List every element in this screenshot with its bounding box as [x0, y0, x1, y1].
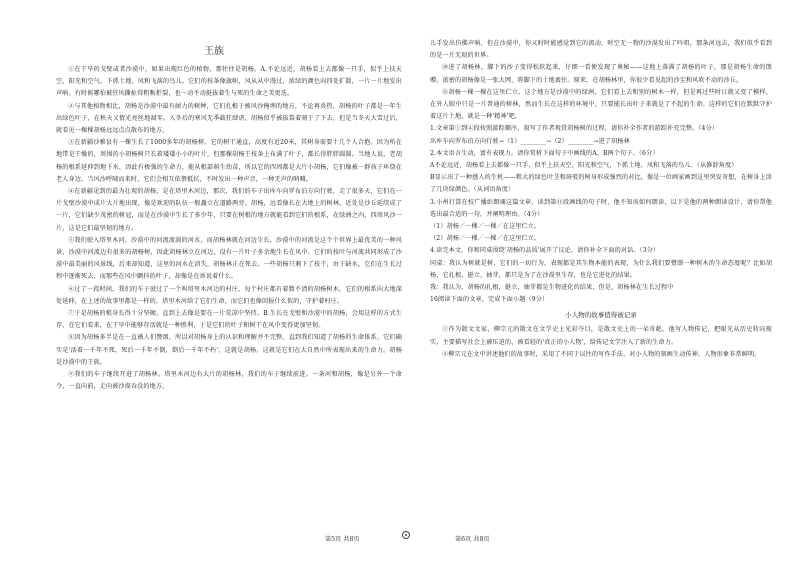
paragraph-1: ①在干旱的戈壁或者沙漠中，如果出现红色的植物，那往往是胡杨。A.不论远近，胡杨看上去都像一只手，似乎上扶天空，阳光和空气，下抓土地、风和飞落的鸟儿。它们的枝条像旗帜，风从从中漫过，浓绿的颜色向四处扩散，一片一片地发出声响。有时候哪怕被狂风撕扯得粗粝拒裂，也一动不动挺拔着生与死的生命之美更迭。 [56, 66, 402, 98]
question-4-dialogue-2: 我：我认为，胡杨的扎根，挺立，抽芽都是生物进化的结果，但是，胡杨林在生长过程中 [430, 284, 674, 292]
paragraph-8: ⑧因为胡杨多半是在一直被人们赞颂，所以对胡杨身上的认识和理解并不完整，直到我们知道了胡杨的生命体系，它们确实是'活着一千年不死，死后一千年不倒，倒后一千年不朽'，这就是胡杨，这就是它们在大自然中所表现出来的生命力。胡杨是沙漠中的王族。 [56, 334, 402, 366]
page-number-right: 第6页 共8页 [455, 536, 490, 543]
article-2-paragraph-2: ②柳宗元在文中讲述他们的故事时，采用了不同于以往的写作手法，对小人物的刻画生动传神，人物形象非常鲜明。 [442, 350, 761, 358]
paragraph-9: ⑨我们的车子继续开进了胡杨林。塔里木河边有大片的胡杨林，我们的车子继续前进。一条河和胡杨，像是另外一个命令，一直向前，走向被沙漠吞没的地方。 [56, 371, 402, 391]
paragraph-4: ④在新疆见到的最为壮观的胡杨，是在塔里木河边，那次，我们的车子出库车向罗布泊方向行驶，走了很多天，它们在一片戈壁沙漠中成片大片地出现，像是欢迎的队伍一般矗立在道路两旁。胡杨，远看像长在大地上的树林，近处是沙丘延续成了一片，它们缺少茂密的树冠，而是在沙漠中生长了多少年，只要在树根的地方就能看到它们的根系，在绿洲之内，四周风沙一片，这是它们最坚韧的地方。 [56, 188, 402, 232]
question-1-route: 出库车向罗布泊方向行驶→（1）________→（2）________→进了胡杨林 [430, 137, 630, 145]
question-4: 4.读完本文，你和同桌围绕'胡杨的品质'展开了议论，请你补全下面的对话。（3分） [430, 247, 660, 255]
question-3: 3.小州打算在校广播站朗诵这篇文章，读到第⑪段画线的句子时，他不知该如何朗读，以下是他的两种朗读设计，请你帮他选出最合适的一句，并阐明理由。（4分） [430, 198, 772, 218]
question-3-option-2: （2）胡杨／一棵／一棵／在这里伫立。 [430, 235, 541, 243]
question-2-a: A不论远近，胡杨看上去都像一只手，似乎上扶天空，阳光和空气，下抓土地、风和飞落的鸟儿。（从修辞角度） [430, 162, 738, 170]
paragraph-5: ⑤我们驶入塔里木河，沙漠中的河流流淌的河水，而胡杨林就在河边生长，沙漠中的河流是这个个世界上最优美的一种风景，沙漠中河流边有很多的胡杨树，因此胡杨林立在河边，没有一片叶子多余地生长在风中。它们的枝叶与河流共同形成了沙漠中最美丽的风景线，后来却知道，这里的河水在消失，胡杨林正在死去。一些胡杨只剩下了枝干，由于缺水，它们在生长过程中逐渐死去，而那些在风中颤抖的叶子，却像是在诉说着什么。 [56, 236, 402, 281]
binding-circle-icon [402, 531, 410, 539]
paragraph-11: ⑪胡杨一棵一棵在这里伫立。这个地方是沙漠中的绿洲，它们看上去和别的树木一样，但是再过些时日就又变了模样，在外人眼中只是一片普通的树林，然而生长在这样的环境中，只要能长出叶子来就是了不起的生命。这样的它们在默默守护着这片土地，就是一种'精神'吧。 [430, 88, 772, 121]
question-16: 16阅读下面的文章，完成下面小题（9分） [430, 296, 549, 304]
paragraph-10: ⑩进了胡杨林，脚下的沙子变得松软起来，仔细一看便发现了奥秘——这地上落满了胡杨的叶子，那是胡杨生命的馈赠。浓密的胡杨像是一张大网，将脚下的土地裹住。原来，在胡杨林里，你很少看见起的沙尘和风吹不动的沙丘。 [430, 64, 772, 84]
question-1: 1.文章第①到④段按照游踪顺序，叙写了作者观赏胡杨树的过程，请你补全作者的游踪补充完整。（4分） [430, 125, 719, 133]
paragraph-6: ⑥过了一段时间，我们的车子驶过了一个叫塔里木河边的村庄，每个村庄都有着数不清的胡杨树木，它们的根系向大地深处延伸，在上述的故事里都是一样的，塔里木河给了它们生命，而它们也像回报什么似的，守护着村庄。 [56, 285, 402, 305]
page-number-left: 第5页 共8页 [325, 536, 360, 543]
question-2-b: B显示出了一种感人的生机——粗大的绿色叶茎和斑驳的树身形成强烈的对比，像是一位画家画到这里突发奇想，在树身上涂了几块绿颜色。（从词语角度） [430, 174, 772, 194]
question-2: 2.本文语言生动，富有表现力，请你赏析下面句子中画线的A、B两个句子。（6分） [430, 149, 659, 157]
paragraph-3: ③在新疆沙雅县有一棵生长了1000多年的胡杨树。它的树干通直，高度有近20米，其树身需要十几个人合抱。因为所在地带是干燥的，周围的小胡杨树只长着矮矮小小的叶片，但那棵胡杨王枝条上布满了叶子，都长得胖胖圆圆。当地人说，老胡杨的根系延伸到地下水，因此有极强的生命力，能从根部萌生幼苗，所以它的四周都是大片小胡杨，它们像被一群孩子环绕在老人身边。当风沙呼啸而来时，它们会相互依偎抵抗，不时发出一种声音，一种无声的呐喊。 [56, 139, 402, 183]
right-page [410, 0, 794, 561]
article-2-paragraph-1: ①作为散文文家，柳宗元的散文在文学史上光彩夺目，是散文史上的一朵奇葩。他写人物传记，把眼光从历史转向现实，主要描写社会上被压迫的、被看轻的'真正的小人物'，给传记文学注入了新的生命力。 [430, 326, 772, 346]
article-2-title: 小人物的故事值得被记录 [565, 311, 637, 320]
paragraph-7: ⑦于是胡杨的根身长得十分坚硬，直到上去像是要在一片荒凉中坚持。B.生长在戈壁和沙漠中的胡杨，会用这样的方式生存，在它们看来，在干旱中能够存活就是一种胜利，于是它们的叶子和树干在风中变得更加坚韧。 [56, 310, 402, 330]
paragraph-continued: 儿手发出仿佛声响，但在沙漠中，你又时时能感觉到它的流动，时空无一物的沙漠发出了吟唱，那条河远去，我们似乎看到的是一片无垠的世界。 [430, 40, 772, 60]
article-title: 王族 [204, 46, 224, 57]
question-3-option-1: （1）胡杨／一棵／一棵／在这里伫立。 [430, 223, 541, 231]
question-4-dialogue-1: 同桌：我认为树就是树，它们的一切行为，表现都是其生物本能的表现，为什么我们要赞颂一种树木的生命态度呢？比如胡杨，它扎根，挺立，抽芽，都只是为了在沙漠里生存，也是它进化的结果。 [430, 259, 772, 279]
paragraph-2: ②与其他植物相比，胡杨是沙漠中最有耐力的树种，它们扎根于被风沙掩埋的地方，不论再炎热，胡杨的叶子都是一年生出绿色叶子，在秋天又情光亮丝地凋零。入冬后的寒风无季截狂肆虐，胡杨似乎被拔裂着刻于了下去，但是当冬天大雪过后，就看见一棵棵胡杨远远点点散布的地方。 [56, 102, 402, 135]
